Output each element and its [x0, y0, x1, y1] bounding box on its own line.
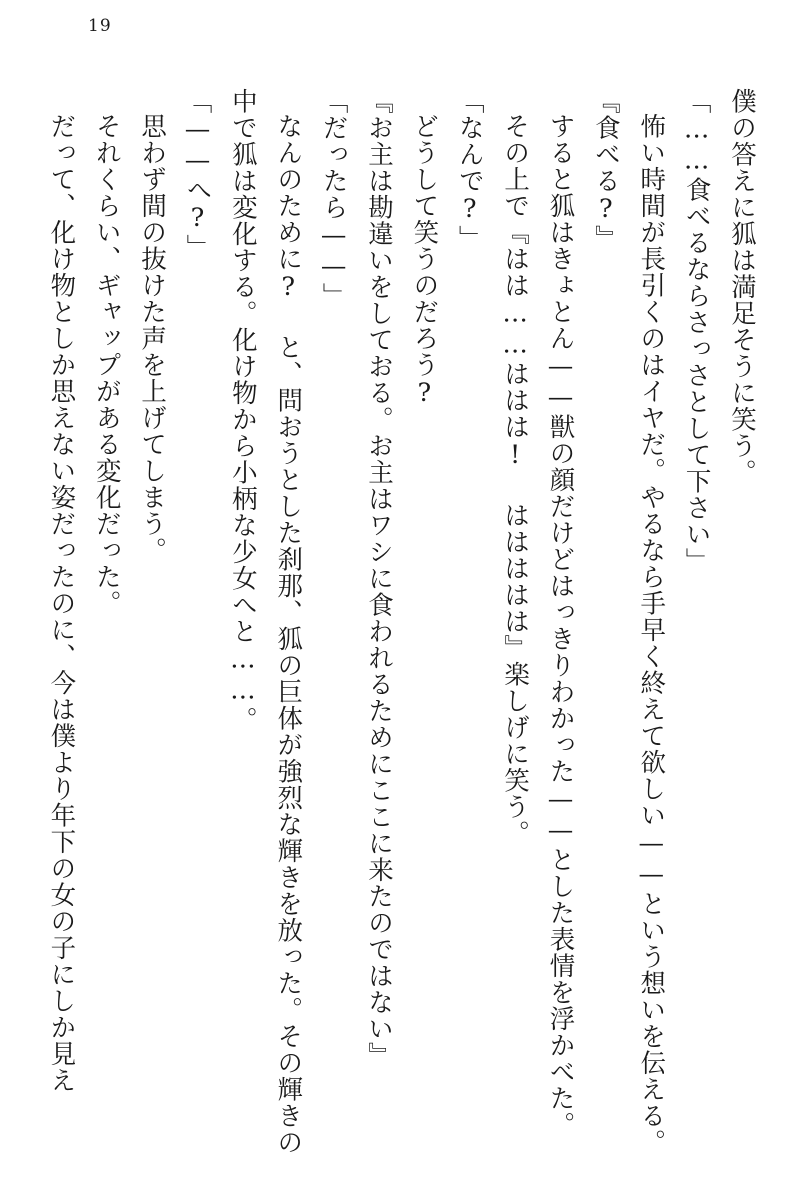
paragraph: 『食べる?』 [590, 88, 621, 252]
paragraph: 思わず間の抜けた声を上げてしまう。 [137, 113, 168, 564]
page-body-text [40, 88, 764, 1160]
paragraph: どうして笑うのだろう? [409, 113, 440, 409]
paragraph: 「なんで?」 [454, 88, 485, 252]
paragraph: 怖い時間が長引くのはイヤだ。やるなら手早く終えて欲しい——という想いを伝える。 [636, 113, 667, 1156]
page-number: 19 [88, 16, 112, 36]
paragraph: 「……食べるならさっさとして下さい」 [681, 88, 712, 574]
paragraph: 「だったら——」 [318, 88, 349, 309]
paragraph: 僕の答えに狐は満足そうに笑う。 [727, 88, 757, 486]
paragraph: だって、化け物としか思えない姿だったのに、今は僕より年下の女の子にしか見え [46, 113, 77, 1094]
paragraph: 『お主は勘違いをしておる。お主はワシに食われるためにここに来たのではない』 [364, 88, 394, 1069]
paragraph: 「——へ?」 [182, 88, 213, 261]
paragraph: それくらい、ギャップがある変化だった。 [91, 113, 122, 617]
paragraph: すると狐はきょとん——獣の顔だけどはっきりわかった——とした表情を浮かべた。 [545, 113, 576, 1138]
paragraph: その上で『はは……ははは! ははははは』楽しげに笑う。 [500, 113, 531, 847]
paragraph: なんのために? と、問おうとした刹那、狐の巨体が強烈な輝きを放った。その輝きの中で狐は変化する。化け物から小柄な少女へと……。 [227, 88, 304, 1156]
